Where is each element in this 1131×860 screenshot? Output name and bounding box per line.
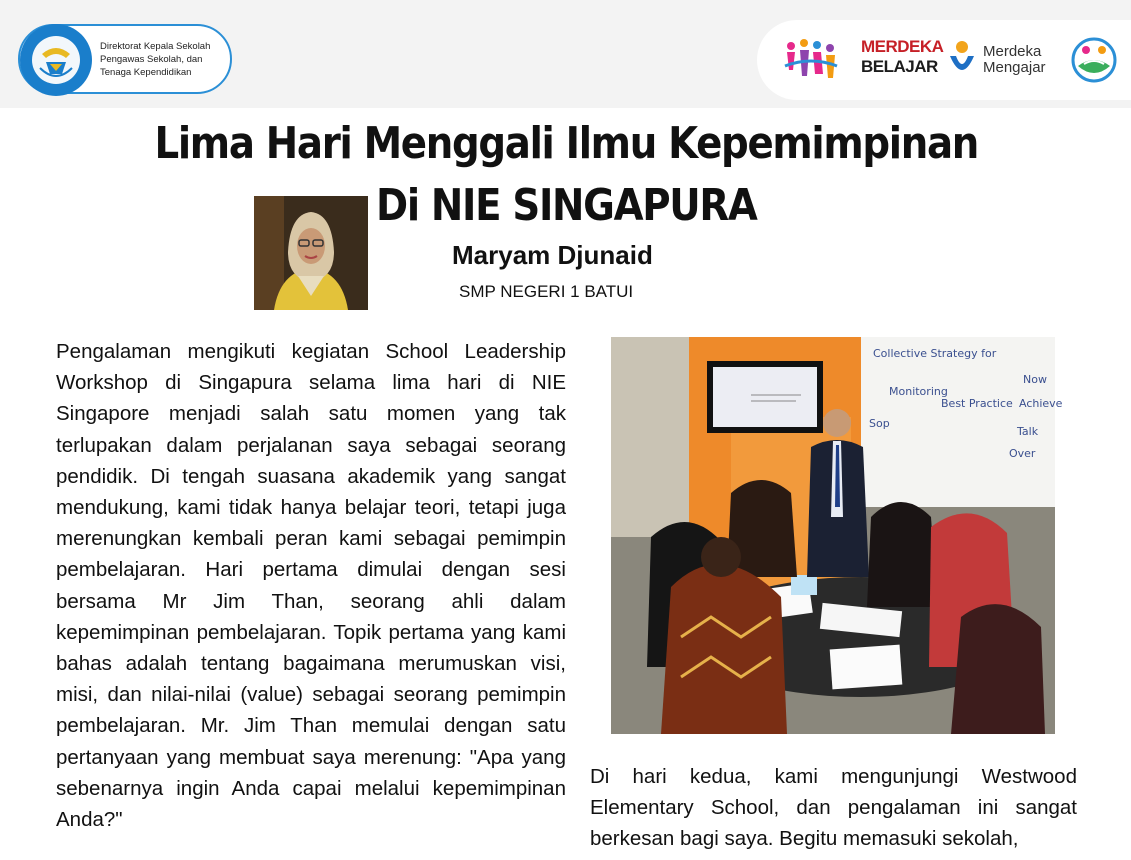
whiteboard-word: Sop (869, 417, 890, 430)
directorate-name (100, 40, 210, 79)
whiteboard-word: Over (1009, 447, 1036, 460)
author-name: Maryam Djunaid (452, 240, 653, 270)
directorate-line: Tenaga Kependidikan (100, 67, 192, 78)
kurikulum-logo (1070, 36, 1118, 84)
merdeka-mengajar-logo (983, 44, 1046, 76)
whiteboard-word: Now (1023, 373, 1047, 386)
whiteboard-word: Monitoring (889, 385, 948, 398)
whiteboard-word: Talk (1017, 425, 1039, 438)
workshop-photo (611, 337, 1063, 734)
article-body-left (56, 336, 566, 835)
author-school: SMP NEGERI 1 BATUI (459, 282, 634, 301)
paragraph: Pengalaman mengikuti kegiatan School Leadership Workshop di Singapura selama lima hari di NIE Singapore menjadi salah satu momen yang tak terlupakan dalam perjalanan saya sebagai seorang pendidik. Di tengah suasana akademik yang sangat mendukung, kami tidak hanya belajar teori, tetapi juga merenungkan kembali peran kami sebagai pemimpin pembelajaran. Hari pertama dimulai dengan sesi bersama Mr Jim Than, seorang ahli dalam kepemimpinan pembelajaran. Topik pertama yang kami bahas adalah tentang bagaimana merumuskan visi, misi, dan nilai-nilai (value) sebagai seorang pemimpin pembelajaran. Mr. Jim Than memulai dengan satu pertanyaan yang membuat saya merenung: "Apa yang sebenarnya ingin Anda capai melalui kepemimpinan Anda?" (56, 340, 566, 832)
directorate-line: Direktorat Kepala Sekolah (100, 41, 211, 52)
directorate-badge (18, 24, 232, 94)
whiteboard-word: Achieve (1019, 397, 1063, 410)
program-logos (757, 20, 1131, 100)
merdeka-belajar-logo (861, 37, 943, 77)
svg-text:Collective Strategy for: Collective Strategy for (873, 347, 997, 360)
kampus-merdeka-figures-logo (783, 36, 839, 86)
author-avatar (254, 196, 368, 310)
whiteboard-word: Best Practice (941, 397, 1013, 410)
tut-wuri-handayani-logo (20, 24, 92, 96)
merdeka-belajar-line2: BELAJAR (861, 57, 938, 76)
header-bar (0, 0, 1131, 108)
article-title-line2: Di NIE SINGAPURA (375, 180, 757, 231)
merdeka-mengajar-icon (947, 40, 977, 84)
merdeka-mengajar-line1: Merdeka (983, 43, 1042, 60)
paragraph: Di hari kedua, kami mengunjungi Westwood Elementary School, dan pengalaman ini sangat berkesan bagi saya. Begitu memasuki sekolah, (590, 765, 1077, 851)
merdeka-belajar-line1: MERDEKA (861, 37, 944, 56)
directorate-line: Pengawas Sekolah, dan (100, 54, 203, 65)
article-title-line1: Lima Hari Menggali Ilmu Kepemimpinan (154, 118, 979, 169)
merdeka-mengajar-line2: Mengajar (983, 59, 1046, 76)
article-body-right (590, 761, 1077, 855)
